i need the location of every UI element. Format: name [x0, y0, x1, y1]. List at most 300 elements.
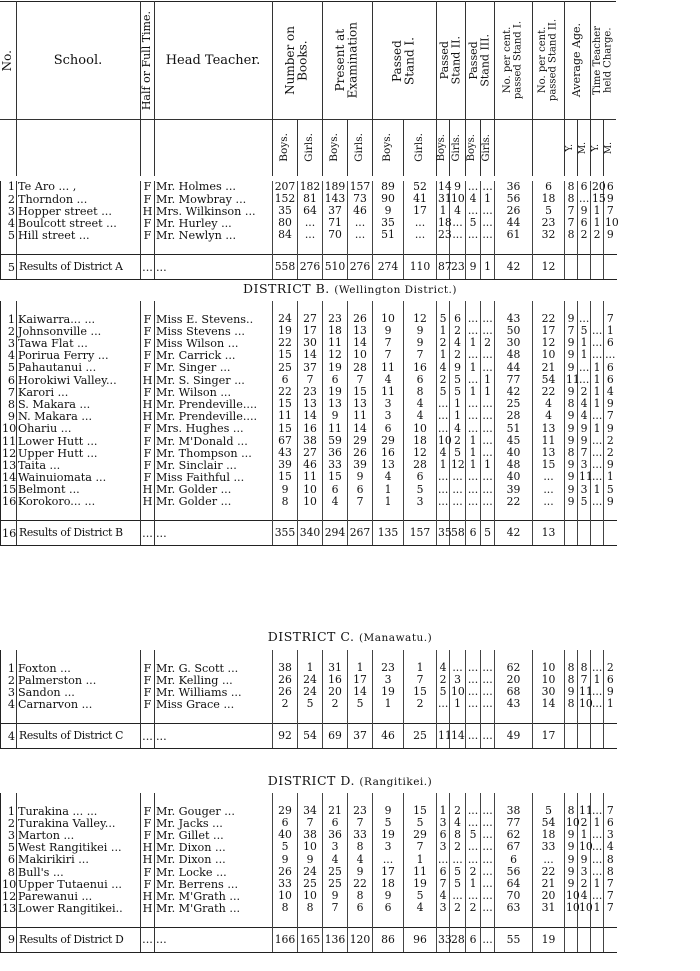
cell-passed1-girls: 12 — [404, 447, 437, 459]
cell-no: 4 — [1, 699, 17, 711]
cell-age-years: 9 — [565, 411, 578, 423]
header-teacher: Head Teacher. — [154, 2, 272, 120]
cell-passed2-boys: 1 — [437, 325, 450, 337]
cell-passed1-girls: 4 — [404, 399, 437, 411]
cell-no: 8 — [1, 866, 17, 878]
cell-present-boys: 11 — [323, 423, 348, 435]
cell-passed2-girls: 4 — [450, 817, 466, 829]
cell-half-full: F — [141, 423, 155, 435]
cell-passed1-boys: 16 — [373, 447, 404, 459]
cell-pct-stand1: 63 — [495, 903, 533, 915]
cell-half-full: H — [141, 484, 155, 496]
cell-half-full: F — [141, 193, 155, 205]
cell-passed1-girls: 12 — [404, 313, 437, 325]
cell-school: S. Makara ... — [17, 399, 141, 411]
cell-age-months: 9 — [578, 854, 591, 866]
cell-pct-stand2: 10 — [533, 350, 565, 362]
cell-passed3-boys: ... — [466, 313, 481, 325]
cell-school: Results of District D — [17, 928, 141, 953]
cell-books-girls: 23 — [298, 386, 323, 398]
cell-age-months: 3 — [578, 866, 591, 878]
cell-passed3-boys: ... — [466, 674, 481, 686]
cell-passed1-girls: 52 — [404, 181, 437, 193]
cell-pct-stand2: 30 — [533, 687, 565, 699]
cell-age-years — [565, 928, 578, 953]
cell-age-months: 2 — [578, 878, 591, 890]
cell-books-girls: 165 — [298, 928, 323, 953]
cell-teacher: Mr. S. Singer ... — [155, 374, 273, 386]
cell-pct-stand2: 20 — [533, 891, 565, 903]
cell-present-girls: 8 — [348, 842, 373, 854]
cell-present-boys: 4 — [323, 496, 348, 508]
cell-pct-stand1: 26 — [495, 205, 533, 217]
cell-pct-stand2: 22 — [533, 386, 565, 398]
cell-teacher: Mr. G. Scott ... — [155, 662, 273, 674]
cell-time-months: 7 — [604, 878, 617, 890]
header-half-full: Half or Full Time. — [140, 2, 154, 120]
cell-passed2-boys: 23 — [438, 228, 452, 242]
cell-passed1-boys: 5 — [373, 817, 404, 829]
cell-passed3-girls: 1 — [481, 193, 495, 205]
cell-present-boys: 9 — [323, 891, 348, 903]
cell-books-girls: 54 — [298, 724, 323, 749]
cell-pct-stand1: 48 — [495, 459, 533, 471]
cell-books-girls: 10 — [298, 891, 323, 903]
cell-passed1-girls: 7 — [404, 674, 437, 686]
cell-age-months — [578, 521, 591, 546]
cell-passed2-girls: 12 — [451, 458, 465, 472]
cell-time-months: 6 — [604, 817, 617, 829]
cell-pct-stand1: 40 — [495, 472, 533, 484]
cell-books-girls: 24 — [298, 687, 323, 699]
cell-passed2-boys: ... — [438, 697, 449, 711]
cell-time-years: ... — [592, 433, 603, 447]
cell-passed2-boys: 3 — [437, 903, 450, 915]
cell-age-years: 11 — [566, 372, 580, 386]
cell-school: Boulcott street ... — [17, 218, 141, 230]
cell-age-months: 6 — [578, 181, 591, 193]
cell-books-boys: 6 — [273, 817, 298, 829]
cell-half-full: F — [141, 817, 155, 829]
cell-passed1-boys: 7 — [373, 350, 404, 362]
cell-pct-stand1: 44 — [495, 218, 533, 230]
cell-time-years: 1 — [591, 362, 604, 374]
cell-passed3-girls: ... — [481, 928, 495, 953]
cell-no: 2 — [1, 674, 17, 686]
cell-present-girls: 7 — [348, 496, 373, 508]
cell-teacher: Mr. Carrick ... — [155, 350, 273, 362]
cell-books-boys: 166 — [273, 928, 298, 953]
cell-teacher: Miss Grace ... — [155, 699, 273, 711]
cell-school: Tawa Flat ... — [17, 338, 141, 350]
cell-pct-stand2: ... — [533, 854, 565, 866]
cell-present-boys: 6 — [323, 484, 348, 496]
cell-passed1-girls: 16 — [404, 362, 437, 374]
cell-passed3-boys: ... — [466, 423, 481, 435]
cell-passed2-girls: ... — [450, 472, 466, 484]
cell-passed1-girls: 8 — [404, 386, 437, 398]
cell-pct-stand2: 23 — [533, 218, 565, 230]
cell-age-months: 10 — [579, 901, 593, 915]
cell-passed2-girls: 6 — [450, 313, 466, 325]
cell-present-boys: 11 — [323, 338, 348, 350]
cell-present-boys: 25 — [323, 878, 348, 890]
cell-pct-stand2: 17 — [533, 724, 565, 749]
cell-passed1-boys: ... — [373, 854, 404, 866]
cell-books-girls: 37 — [298, 362, 323, 374]
cell-passed2-girls: 5 — [450, 386, 466, 398]
cell-age-months: 4 — [578, 891, 591, 903]
cell-passed1-girls: 157 — [404, 521, 437, 546]
cell-passed2-boys: 6 — [437, 866, 450, 878]
cell-time-months: 8 — [604, 854, 617, 866]
cell-passed2-boys: 5 — [437, 313, 450, 325]
cell-books-girls: 38 — [298, 435, 323, 447]
district-d-title: DISTRICT D. (Rangitikei.) — [267, 773, 433, 788]
cell-passed3-boys: 5 — [466, 830, 481, 842]
cell-passed2-girls: 1 — [450, 699, 466, 711]
results-row — [1, 724, 617, 749]
cell-no: 5 — [1, 255, 17, 280]
cell-passed3-boys: ... — [466, 842, 481, 854]
cell-school: Foxton ... — [17, 662, 141, 674]
cell-passed3-boys: ... — [466, 205, 481, 217]
cell-pct-stand2: 18 — [533, 830, 565, 842]
cell-half-full: F — [141, 313, 155, 325]
cell-passed1-girls: 6 — [404, 374, 437, 386]
cell-teacher: ... — [155, 255, 273, 280]
cell-age-months: 8 — [578, 662, 591, 674]
cell-age-months: 5 — [578, 496, 591, 508]
cell-teacher: Mr. Singer ... — [155, 362, 273, 374]
cell-books-girls: 25 — [298, 878, 323, 890]
cell-pct-stand2: 12 — [533, 338, 565, 350]
cell-passed1-boys: 3 — [373, 674, 404, 686]
cell-books-boys: 15 — [273, 423, 298, 435]
cell-passed3-girls: 1 — [481, 459, 495, 471]
cell-present-boys: 2 — [323, 699, 348, 711]
cell-teacher: ... — [155, 724, 273, 749]
cell-half-full: F — [141, 230, 155, 242]
cell-age-years: 9 — [565, 423, 578, 435]
cell-passed2-boys: ... — [438, 494, 449, 508]
cell-passed3-boys: 1 — [466, 338, 481, 350]
cell-age-years: 7 — [565, 325, 578, 337]
cell-time-months: 9 — [604, 687, 617, 699]
cell-time-months: 7 — [604, 411, 617, 423]
cell-half-full: H — [141, 411, 155, 423]
cell-teacher: Mr. M'Grath ... — [155, 891, 273, 903]
cell-time-years: ... — [592, 458, 603, 472]
cell-school: Turakina ... ... — [17, 805, 141, 817]
cell-present-girls: 29 — [348, 435, 373, 447]
cell-present-girls: 15 — [348, 386, 373, 398]
table-row — [1, 230, 617, 242]
cell-present-girls: 7 — [348, 374, 373, 386]
cell-passed2-boys: ... — [438, 470, 449, 484]
cell-present-girls: 1 — [348, 662, 373, 674]
cell-passed1-girls: 1 — [404, 854, 437, 866]
cell-teacher: Mr. M'Donald ... — [155, 435, 273, 447]
cell-passed2-boys: 3 — [437, 817, 450, 829]
cell-school: Lower Rangitikei.. — [17, 903, 141, 915]
cell-passed3-girls: ... — [482, 697, 493, 711]
cell-half-full: ... — [141, 521, 155, 546]
cell-no: 1 — [1, 805, 17, 817]
cell-books-boys: 24 — [273, 313, 298, 325]
cell-teacher: Mr. Gouger ... — [155, 805, 273, 817]
cell-time-months: 2 — [604, 662, 617, 674]
cell-present-girls: 6 — [348, 484, 373, 496]
cell-no: 4 — [1, 218, 17, 230]
cell-time-months: 6 — [604, 338, 617, 350]
cell-passed2-boys: 1 — [437, 350, 450, 362]
cell-half-full: H — [141, 854, 155, 866]
cell-school: Bull's ... — [17, 866, 141, 878]
cell-age-months: 3 — [578, 484, 591, 496]
cell-pct-stand1: 50 — [495, 325, 533, 337]
sub-girls: Girls. — [352, 133, 365, 163]
cell-time-years: ... — [592, 828, 603, 842]
cell-passed1-girls: 4 — [404, 903, 437, 915]
cell-present-boys: 13 — [323, 399, 348, 411]
cell-pct-stand1: 36 — [495, 181, 533, 193]
cell-books-boys: 33 — [273, 878, 298, 890]
cell-no: 4 — [1, 724, 17, 749]
cell-age-years: 9 — [565, 878, 578, 890]
cell-age-months: ... — [579, 311, 590, 325]
cell-pct-stand1: 56 — [495, 193, 533, 205]
cell-pct-stand2: ... — [533, 484, 565, 496]
cell-pct-stand1: 6 — [495, 854, 533, 866]
cell-present-girls: 7 — [348, 817, 373, 829]
header-passed2: Passed Stand II. — [436, 2, 465, 120]
cell-books-girls: ... — [298, 230, 323, 242]
cell-passed2-girls: 5 — [450, 866, 466, 878]
cell-age-months: ... — [579, 191, 590, 205]
cell-age-years: 10 — [566, 901, 580, 915]
cell-time-months: 1 — [604, 699, 617, 711]
cell-age-years: 9 — [565, 496, 578, 508]
cell-passed3-girls: ... — [482, 324, 493, 338]
cell-age-months: 2 — [578, 386, 591, 398]
cell-passed2-girls: ... — [450, 662, 466, 674]
cell-passed2-boys: 1 — [437, 205, 450, 217]
cell-books-girls: 16 — [298, 423, 323, 435]
cell-passed2-boys: ... — [438, 482, 449, 496]
cell-no: 3 — [1, 205, 17, 217]
cell-passed2-girls: 10 — [451, 191, 465, 205]
cell-passed3-girls: ... — [482, 852, 493, 866]
cell-passed3-boys: 6 — [466, 521, 481, 546]
cell-time-years: 1 — [591, 399, 604, 411]
cell-present-boys: 16 — [323, 674, 348, 686]
cell-pct-stand1: 28 — [495, 411, 533, 423]
cell-pct-stand2: 6 — [533, 181, 565, 193]
cell-passed2-boys: 10 — [438, 433, 452, 447]
cell-time-years: 1 — [591, 423, 604, 435]
cell-books-girls: 13 — [298, 399, 323, 411]
cell-pct-stand2: 10 — [533, 674, 565, 686]
cell-school: Belmont ... — [17, 484, 141, 496]
cell-books-boys: 35 — [273, 205, 298, 217]
cell-pct-stand2: ... — [533, 496, 565, 508]
cell-books-girls: 7 — [298, 817, 323, 829]
cell-books-boys: 8 — [273, 903, 298, 915]
cell-school: Pahautanui ... — [17, 362, 141, 374]
cell-pct-stand1: 38 — [495, 805, 533, 817]
cell-age-months — [578, 724, 591, 749]
cell-half-full: F — [141, 362, 155, 374]
cell-age-months: 7 — [578, 447, 591, 459]
cell-half-full: H — [141, 842, 155, 854]
cell-time-months: 9 — [604, 193, 617, 205]
cell-age-years: 7 — [565, 205, 578, 217]
cell-passed3-boys: ... — [466, 817, 481, 829]
cell-pct-stand2: 54 — [533, 374, 565, 386]
cell-no: 2 — [1, 193, 17, 205]
cell-books-boys: 5 — [273, 842, 298, 854]
cell-passed1-girls: 15 — [404, 687, 437, 699]
cell-passed1-girls: 7 — [404, 350, 437, 362]
cell-passed2-boys: 4 — [437, 662, 450, 674]
cell-passed2-boys: ... — [438, 397, 449, 411]
header-passed1: Passed Stand I. — [372, 2, 436, 120]
cell-passed3-girls: ... — [482, 494, 493, 508]
cell-passed3-girls: ... — [482, 311, 493, 325]
cell-passed1-girls: ... — [404, 230, 437, 242]
cell-present-girls: 14 — [348, 423, 373, 435]
cell-teacher: Miss Stevens ... — [155, 325, 273, 337]
cell-no: 8 — [1, 399, 17, 411]
cell-age-months: 11 — [579, 685, 593, 699]
cell-books-girls: 30 — [298, 338, 323, 350]
cell-passed2-girls: 4 — [450, 205, 466, 217]
cell-present-girls: 267 — [348, 521, 373, 546]
cell-age-months: ... — [579, 360, 590, 374]
cell-passed3-boys: ... — [466, 662, 481, 674]
cell-passed3-boys: ... — [466, 399, 481, 411]
cell-time-months: 10 — [605, 216, 619, 230]
cell-school: Makirikiri ... — [17, 854, 141, 866]
cell-age-months: 10 — [579, 840, 593, 854]
cell-books-boys: 22 — [273, 338, 298, 350]
cell-time-months: 1 — [604, 472, 617, 484]
cell-time-years: 1 — [591, 903, 604, 915]
cell-teacher: Mr. Prendeville.... — [155, 411, 273, 423]
cell-pct-stand1: 43 — [495, 313, 533, 325]
cell-pct-stand1: 20 — [495, 674, 533, 686]
cell-half-full: ... — [141, 255, 155, 280]
cell-passed1-girls: 9 — [404, 338, 437, 350]
cell-half-full: H — [141, 496, 155, 508]
cell-passed1-girls: 5 — [404, 891, 437, 903]
cell-time-months: 6 — [604, 374, 617, 386]
cell-present-girls: 17 — [348, 674, 373, 686]
cell-age-years: 8 — [565, 447, 578, 459]
cell-books-boys: 9 — [273, 854, 298, 866]
cell-passed2-boys: 18 — [438, 216, 452, 230]
cell-half-full: F — [141, 699, 155, 711]
cell-passed3-girls: ... — [482, 840, 493, 854]
cell-present-boys: 510 — [323, 255, 348, 280]
cell-time-years: ... — [592, 348, 603, 362]
cell-teacher: ... — [155, 928, 273, 953]
cell-teacher: Mr. Holmes ... — [155, 181, 273, 193]
cell-passed2-girls: 2 — [450, 842, 466, 854]
cell-present-boys: 15 — [323, 472, 348, 484]
cell-books-boys: 152 — [273, 193, 298, 205]
cell-passed1-boys: 11 — [373, 362, 404, 374]
cell-passed3-boys: ... — [466, 472, 481, 484]
cell-time-years: 1 — [591, 484, 604, 496]
cell-books-girls: 276 — [298, 255, 323, 280]
cell-passed2-boys: 1 — [437, 459, 450, 471]
cell-passed2-girls: 23 — [450, 255, 466, 280]
cell-passed3-girls: ... — [482, 360, 493, 374]
cell-passed3-boys: ... — [466, 411, 481, 423]
cell-passed1-boys: 7 — [373, 338, 404, 350]
cell-present-boys: 3 — [323, 842, 348, 854]
sub-y: Y. — [590, 143, 601, 152]
cell-no: 16 — [1, 521, 17, 546]
cell-half-full: F — [141, 459, 155, 471]
cell-books-boys: 40 — [273, 830, 298, 842]
cell-time-months: ... — [605, 348, 616, 362]
cell-no: 3 — [1, 830, 17, 842]
cell-passed2-girls: 3 — [450, 674, 466, 686]
cell-time-years: ... — [592, 803, 603, 817]
cell-passed3-girls: ... — [482, 348, 493, 362]
cell-present-girls: 28 — [348, 362, 373, 374]
cell-teacher: Mr. Jacks ... — [155, 817, 273, 829]
cell-books-girls: 34 — [298, 805, 323, 817]
cell-no: 4 — [1, 350, 17, 362]
cell-time-years: ... — [592, 494, 603, 508]
sub-boys: Boys. — [327, 133, 340, 163]
cell-age-months: 9 — [578, 423, 591, 435]
cell-no: 5 — [1, 230, 17, 242]
header-pct1: No. per cent. passed Stand I. — [494, 2, 532, 120]
cell-passed2-boys: 5 — [437, 687, 450, 699]
cell-school: Marton ... — [17, 830, 141, 842]
cell-passed2-boys: 14 — [438, 179, 452, 193]
cell-time-months: 3 — [604, 830, 617, 842]
cell-passed1-boys: 9 — [373, 205, 404, 217]
cell-passed3-boys: 4 — [466, 193, 481, 205]
cell-time-months: 7 — [604, 313, 617, 325]
cell-teacher: Mr. Prendeville.... — [155, 399, 273, 411]
cell-pct-stand1: 49 — [495, 724, 533, 749]
header-no: No. — [0, 49, 15, 72]
cell-time-months: 7 — [604, 805, 617, 817]
cell-books-boys: 11 — [273, 411, 298, 423]
cell-time-months: 4 — [604, 386, 617, 398]
cell-school: Parewanui ... — [17, 891, 141, 903]
cell-present-boys: 19 — [323, 362, 348, 374]
cell-present-boys: 25 — [323, 866, 348, 878]
cell-passed2-boys: 5 — [437, 386, 450, 398]
cell-time-years: 1 — [591, 205, 604, 217]
cell-passed3-boys: ... — [466, 724, 481, 749]
cell-passed3-girls: ... — [482, 228, 493, 242]
cell-passed3-boys: ... — [466, 854, 481, 866]
cell-teacher: Mrs. Wilkinson ... — [155, 205, 273, 217]
cell-passed3-boys: 1 — [466, 435, 481, 447]
cell-books-boys: 38 — [273, 662, 298, 674]
cell-age-years: 9 — [565, 472, 578, 484]
cell-passed2-boys: 7 — [437, 878, 450, 890]
